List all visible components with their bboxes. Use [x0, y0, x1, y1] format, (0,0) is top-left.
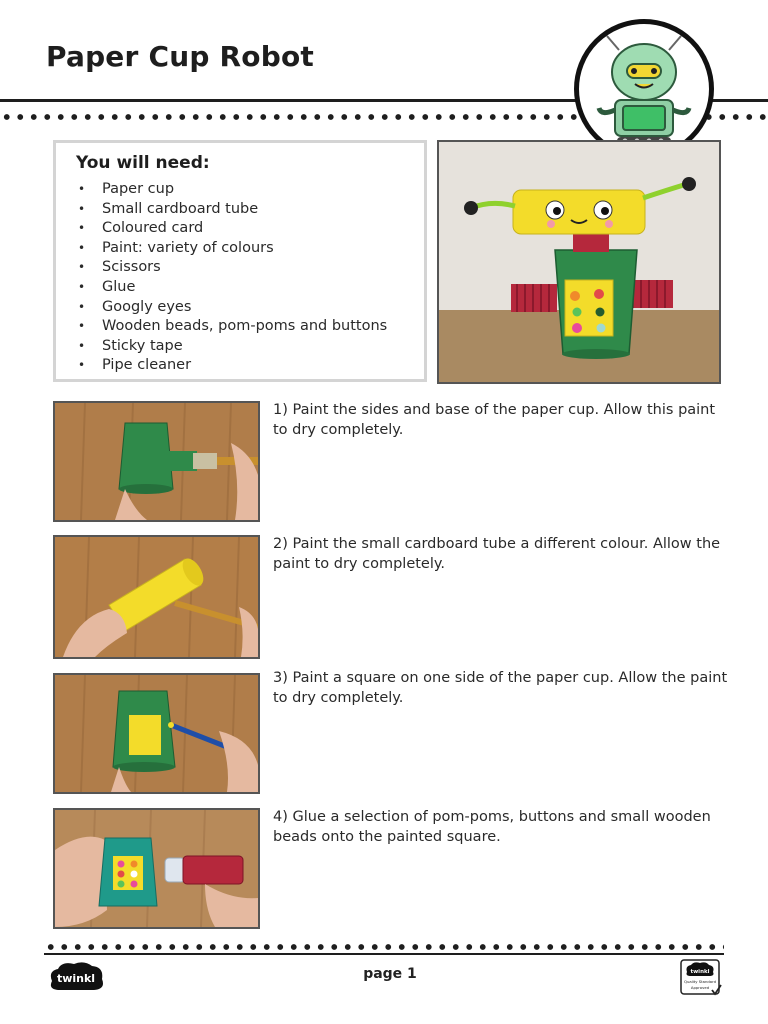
step-3-photo [53, 673, 260, 794]
materials-box [53, 140, 427, 382]
svg-text:twinkl: twinkl [690, 969, 710, 975]
footer-rule [44, 953, 724, 955]
list-item: • Paint: variety of colours [78, 239, 274, 256]
list-item: • Pipe cleaner [78, 357, 192, 374]
robot-mascot-badge [574, 19, 714, 159]
step-2-text: 2) Paint the small cardboard tube a different colour. Allow the paint to dry completely. [273, 536, 721, 572]
list-item: • Googly eyes [78, 298, 192, 315]
page-number: page 1 [363, 966, 417, 982]
svg-text:Approved: Approved [690, 985, 710, 990]
page-title: Paper Cup Robot [46, 40, 314, 73]
list-item: • Coloured card [78, 220, 204, 237]
step-1-photo [53, 401, 260, 522]
list-item: • Glue [78, 278, 136, 295]
list-item: • Wooden beads, pom-poms and buttons [78, 318, 388, 335]
twinkl-logo-text: twinkl [56, 972, 96, 985]
footer-dotted-rule [44, 944, 724, 950]
robot-mascot-icon [579, 24, 709, 154]
twinkl-logo [46, 961, 106, 993]
list-item: • Paper cup [78, 181, 175, 197]
quality-standard-badge [680, 959, 722, 997]
materials-list [78, 180, 387, 376]
list-item: • Sticky tape [78, 337, 183, 354]
step-4-photo [53, 808, 260, 929]
list-item: • Small cardboard tube [78, 200, 259, 217]
step-3-text: 3) Paint a square on one side of the paper cup. Allow the paint to dry completely. [273, 670, 728, 706]
step-4-text: 4) Glue a selection of pom-poms, buttons and small wooden beads onto the painted square. [273, 809, 711, 845]
list-item: • Scissors [78, 259, 161, 276]
svg-text:Quality Standard: Quality Standard [683, 979, 717, 984]
finished-robot-photo [437, 140, 721, 384]
step-2-photo [53, 535, 260, 659]
materials-heading: You will need: [76, 153, 210, 173]
step-1-text: 1) Paint the sides and base of the paper cup. Allow this paint to dry completely. [273, 402, 716, 438]
